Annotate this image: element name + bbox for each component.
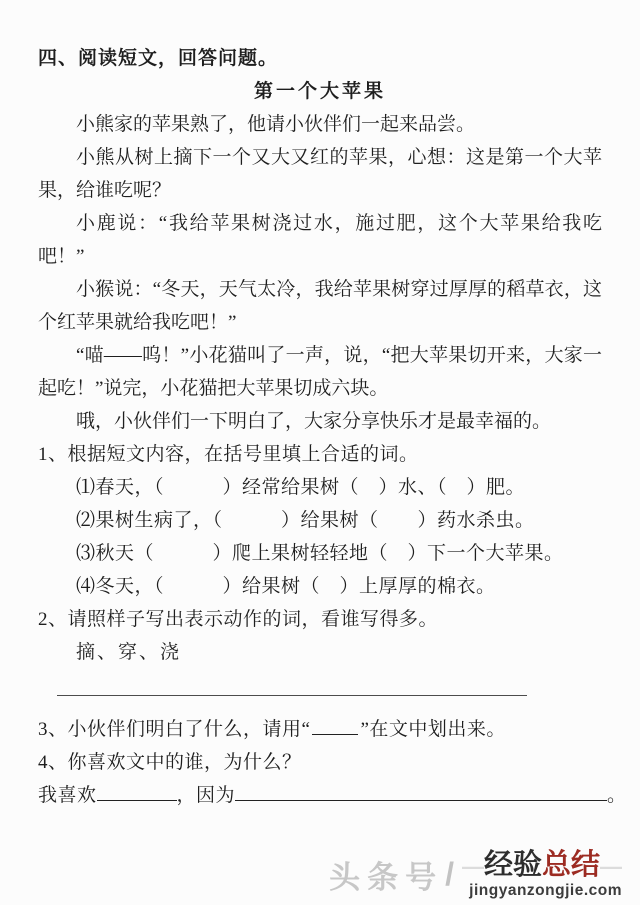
watermark-dash-icon: — <box>461 854 484 879</box>
answer-mid: ，因为 <box>176 785 236 806</box>
question-1-label: 1、根据短文内容，在括号里填上合适的词。 <box>38 444 419 465</box>
question-1-item-4: ⑷冬天，（ ）给果树（ ）上厚厚的棉衣。 <box>76 576 496 597</box>
question-3-inline-blank <box>312 719 358 735</box>
watermark-brand-red-text: 总结 <box>541 849 600 881</box>
question-3-text-suffix: ”在文中划出来。 <box>360 719 506 740</box>
answer-blank-who <box>97 785 177 801</box>
question-3-text-prefix: 3、小伙伴们明白了什么，请用“ <box>38 719 311 740</box>
question-4-label: 4、你喜欢文中的谁，为什么？ <box>38 752 302 773</box>
question-1-item-1: ⑴春天，（ ）经常给果树（ ）水、（ ）肥。 <box>76 477 526 498</box>
divider-line <box>57 695 527 696</box>
passage-paragraph: 小猴说：“冬天，天气太冷，我给苹果树穿过厚厚的稻草衣，这个红苹果就给我吃吧！” <box>38 279 602 333</box>
passage-paragraph: 哦，小伙伴们一下明白了，大家分享快乐才是最幸福的。 <box>76 411 552 432</box>
watermark <box>329 850 622 899</box>
passage-title: 第一个大苹果 <box>253 81 386 102</box>
watermark-url: jingyanzongjie.com <box>469 882 622 899</box>
section-heading: 四、阅读短文，回答问题。 <box>38 48 279 69</box>
passage-paragraph: 小熊家的苹果熟了，他请小伙伴们一起来品尝。 <box>76 114 476 135</box>
passage-paragraph: 小鹿说：“我给苹果树浇过水，施过肥，这个大苹果给我吃吧！” <box>38 213 602 267</box>
question-3-label <box>38 713 602 746</box>
question-4-answer-line <box>38 779 627 812</box>
watermark-source-name: 头条号 <box>329 860 444 895</box>
answer-blank-why <box>235 785 607 801</box>
question-2-label: 2、请照样子写出表示动作的词，看谁写得多。 <box>38 609 439 630</box>
question-1-item-2: ⑵果树生病了，（ ）给果树（ ）药水杀虫。 <box>76 510 535 531</box>
answer-prefix: 我喜欢 <box>38 785 97 806</box>
passage-paragraph: “喵——呜！”小花猫叫了一声，说，“把大苹果切开来，大家一起吃！”说完，小花猫把大苹果切成六块。 <box>38 345 602 399</box>
passage-paragraph: 小熊从树上摘下一个又大又红的苹果，心想：这是第一个大苹果，给谁吃呢？ <box>38 147 602 201</box>
question-2-example-words: 摘、穿、浇 <box>76 642 182 663</box>
watermark-brand-block <box>462 850 622 899</box>
answer-end: 。 <box>607 785 627 806</box>
watermark-dash-icon: — <box>600 854 622 879</box>
question-1-item-3: ⑶秋天（ ）爬上果树轻轻地（ ）下一个大苹果。 <box>76 543 564 564</box>
watermark-slash-separator: / <box>445 856 454 892</box>
watermark-brand <box>462 850 622 882</box>
watermark-brand-dark-text: 经验 <box>483 849 542 881</box>
